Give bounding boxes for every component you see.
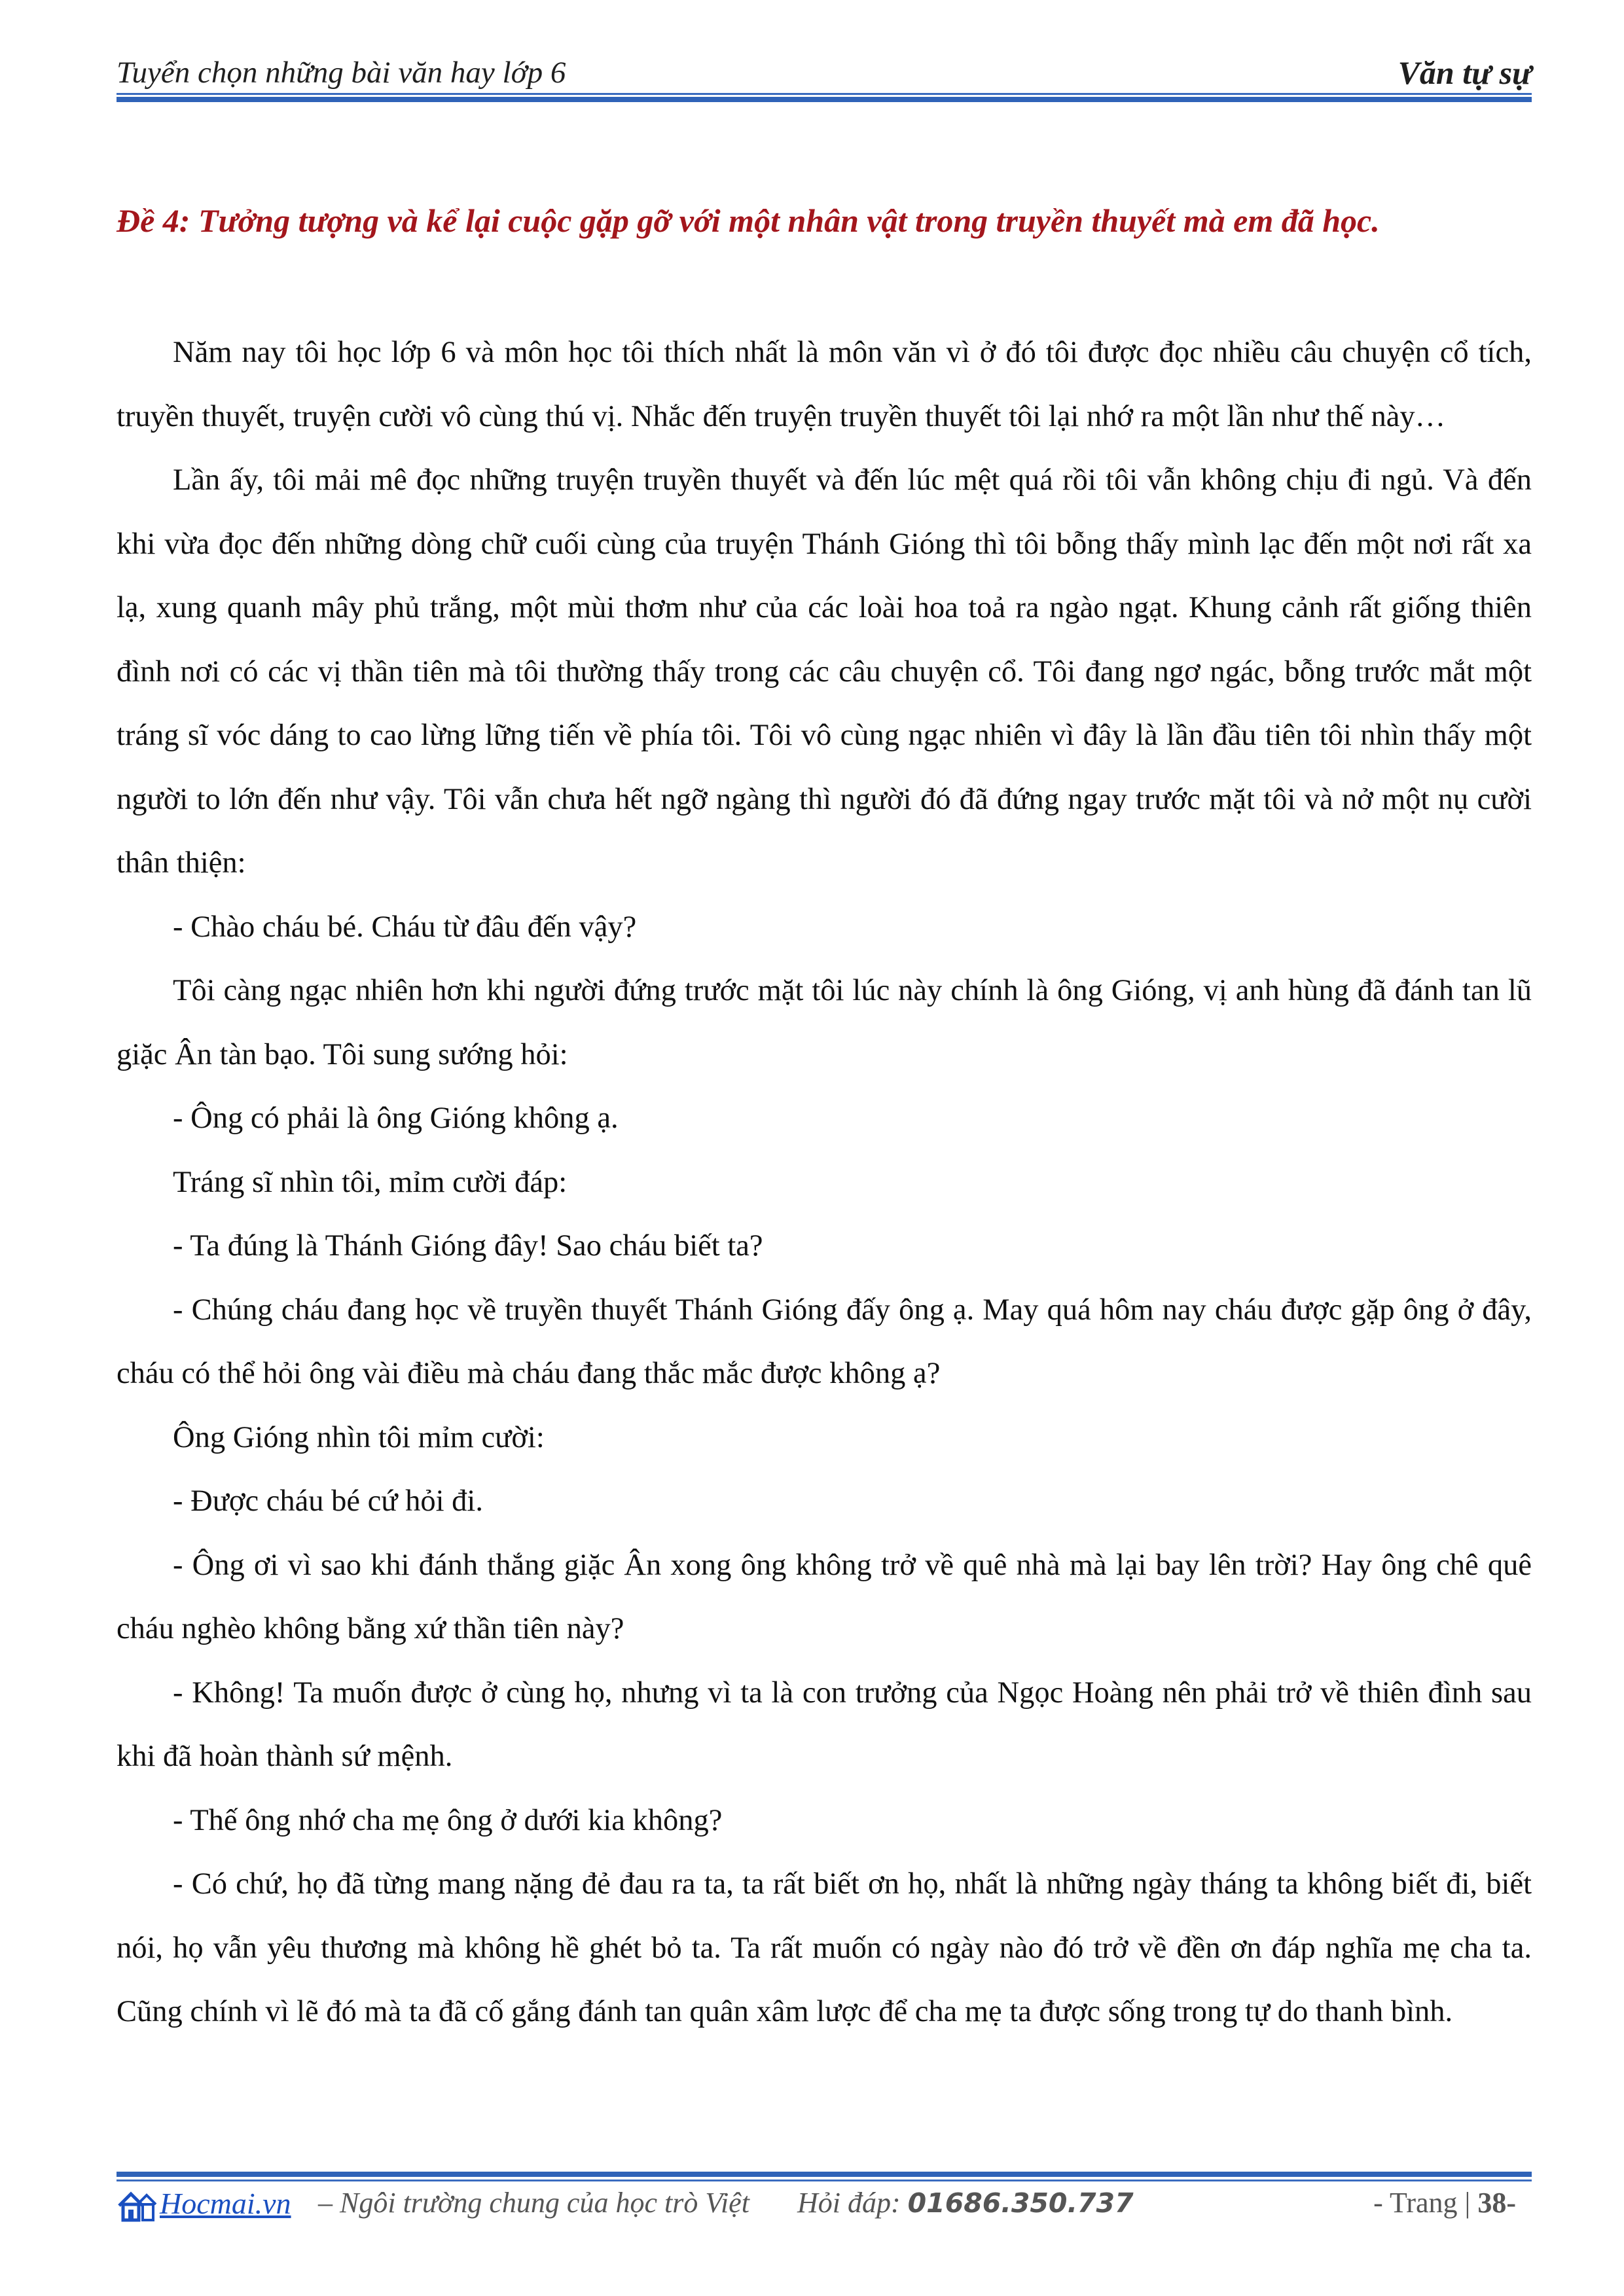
essay-body — [117, 321, 1532, 2044]
paragraph: - Được cháu bé cứ hỏi đi. — [173, 1484, 483, 1518]
page-indicator — [1373, 2186, 1516, 2219]
hotline-label: Hỏi đáp: — [797, 2187, 901, 2219]
hocmai-logo-icon — [117, 2189, 158, 2224]
footer-rule-thick — [117, 2172, 1532, 2177]
header-rule-thin — [117, 93, 1532, 95]
page-number: 38- — [1477, 2187, 1516, 2219]
page-footer — [117, 2186, 1532, 2225]
paragraph: Ông Gióng nhìn tôi mỉm cười: — [173, 1420, 545, 1454]
page-header — [117, 51, 1532, 103]
book-title: Tuyển chọn những bài văn hay lớp 6 — [117, 56, 566, 90]
paragraph: Năm nay tôi học lớp 6 và môn học tôi thích nhất là môn văn vì ở đó tôi được đọc nhiều câu chuyện cổ tích, truyền thuyết, truyện cười vô cùng thú vị. Nhắc đến truyện truyền thuyết tôi lại nhớ ra một lần như thế này… — [117, 336, 1532, 433]
page-prefix: - Trang | — [1373, 2187, 1471, 2219]
paragraph: - Chúng cháu đang học về truyền thuyết Thánh Gióng đấy ông ạ. May quá hôm nay cháu được gặp ông ở đây, cháu có thể hỏi ông vài điều mà cháu đang thắc mắc được không ạ? — [117, 1293, 1532, 1390]
site-slogan: – Ngôi trường chung của học trò Việt — [318, 2187, 749, 2219]
paragraph: Tôi càng ngạc nhiên hơn khi người đứng trước mặt tôi lúc này chính là ông Gióng, vị anh hùng đã đánh tan lũ giặc Ân tàn bạo. Tôi sung sướng hỏi: — [117, 974, 1532, 1071]
paragraph: - Thế ông nhớ cha mẹ ông ở dưới kia không? — [173, 1803, 723, 1837]
footer-rule-thin — [117, 2179, 1532, 2181]
paragraph: - Ta đúng là Thánh Gióng đây! Sao cháu biết ta? — [173, 1229, 763, 1263]
paragraph: Lần ấy, tôi mải mê đọc những truyện truyền thuyết và đến lúc mệt quá rồi tôi vẫn không chịu đi ngủ. Và đến khi vừa đọc đến những dòng chữ cuối cùng của truyện Thánh Gióng thì tôi bỗng thấy mình lạc đến một nơi rất xa lạ, xung quanh mây phủ trắng, một mùi thơm như của các loài hoa toả ra ngào ngạt. Khung cảnh rất giống thiên đình nơi có các vị thần tiên mà tôi thường thấy trong các câu chuyện cổ. Tôi đang ngơ ngác, bỗng trước mắt một tráng sĩ vóc dáng to cao lừng lững tiến về phía tôi. Tôi vô cùng ngạc nhiên vì đây là lần đầu tiên tôi nhìn thấy một người to lớn đến như vậy. Tôi vẫn chưa hết ngỡ ngàng thì người đó đã đứng ngay trước mặt tôi và nở một nụ cười thân thiện: — [117, 463, 1532, 880]
site-link[interactable]: Hocmai.vn — [160, 2187, 291, 2220]
paragraph: - Chào cháu bé. Cháu từ đâu đến vậy? — [173, 910, 637, 944]
paragraph: - Ông có phải là ông Gióng không ạ. — [173, 1102, 619, 1135]
essay-prompt-title: Đề 4: Tưởng tượng và kể lại cuộc gặp gỡ với một nhân vật trong truyền thuyết mà em đã học. — [117, 202, 1380, 239]
hotline — [797, 2186, 1134, 2219]
paragraph: - Có chứ, họ đã từng mang nặng đẻ đau ra ta, ta rất biết ơn họ, nhất là những ngày tháng ta không biết đi, biết nói, họ vẫn yêu thương mà không hề ghét bỏ ta. Ta rất muốn có ngày nào đó trở về đền ơn đáp nghĩa mẹ cha ta. Cũng chính vì lẽ đó mà ta đã cố gắng đánh tan quân xâm lược để cha mẹ ta được sống trong tự do thanh bình. — [117, 1867, 1532, 2028]
paragraph: Tráng sĩ nhìn tôi, mỉm cười đáp: — [173, 1165, 568, 1199]
paragraph: - Ông ơi vì sao khi đánh thắng giặc Ân xong ông không trở về quê nhà mà lại bay lên trời? Hay ông chê quê cháu nghèo không bằng xứ thần tiên này? — [117, 1548, 1532, 1645]
section-title: Văn tự sự — [1398, 54, 1532, 91]
header-rule-thick — [117, 97, 1532, 102]
hotline-number: 01686.350.737 — [907, 2187, 1134, 2219]
paragraph: - Không! Ta muốn được ở cùng họ, nhưng vì ta là con trưởng của Ngọc Hoàng nên phải trở về thiên đình sau khi đã hoàn thành sứ mệnh. — [117, 1676, 1532, 1773]
